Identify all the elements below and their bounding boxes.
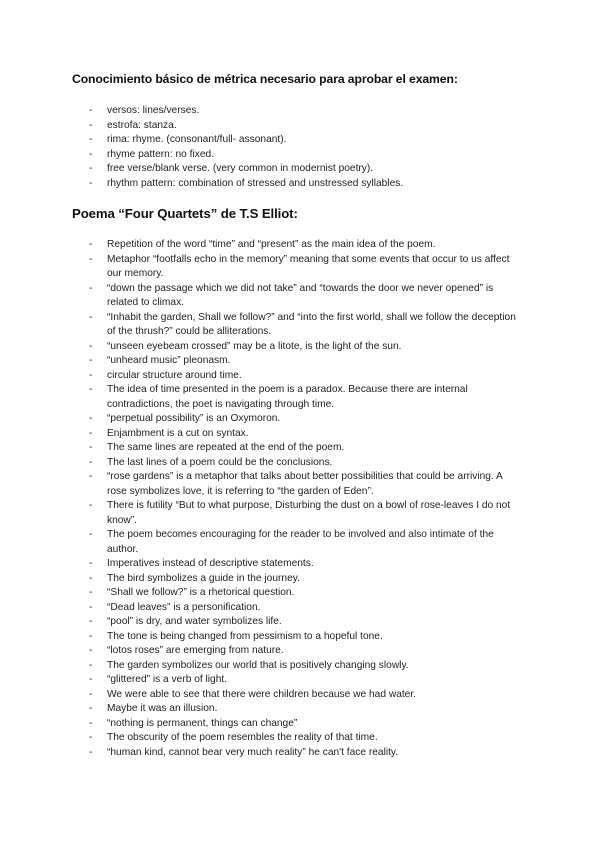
list-item: - rhyme pattern: no fixed. bbox=[0, 148, 600, 163]
list-item: - Enjambment is a cut on syntax. bbox=[0, 427, 600, 442]
list-item: - Maybe it was an illusion. bbox=[0, 702, 600, 717]
list-item: - “glittered” is a verb of light. bbox=[0, 673, 600, 688]
list-item: - “Inhabit the garden, Shall we follow?” and “into the first world, shall we follow the deception of the thrush?” could be alliterations. bbox=[0, 311, 600, 340]
list-item: - The obscurity of the poem resembles the reality of that time. bbox=[0, 731, 600, 746]
list-item: - “Shall we follow?” is a rhetorical question. bbox=[0, 586, 600, 601]
metrica-list bbox=[0, 104, 600, 191]
list-item: - Metaphor “footfalls echo in the memory” meaning that some events that occur to us affect our memory. bbox=[0, 253, 600, 282]
list-item: - circular structure around time. bbox=[0, 369, 600, 384]
list-item: - “down the passage which we did not take” and “towards the door we never opened” is related to climax. bbox=[0, 282, 600, 311]
list-item: - The idea of time presented in the poem is a paradox. Because there are internal contradictions, the poet is navigating through time. bbox=[0, 383, 600, 412]
list-item: - The last lines of a poem could be the conclusions. bbox=[0, 456, 600, 471]
list-item: - Repetition of the word “time” and “present” as the main idea of the poem. bbox=[0, 238, 600, 253]
list-item: - Imperatives instead of descriptive statements. bbox=[0, 557, 600, 572]
list-item: - There is futility “But to what purpose, Disturbing the dust on a bowl of rose-leaves I do not know”. bbox=[0, 499, 600, 528]
section-title-four-quartets: Poema “Four Quartets” de T.S Elliot: bbox=[72, 206, 298, 221]
list-item: - versos: lines/verses. bbox=[0, 104, 600, 119]
list-item: - “human kind, cannot bear very much reality” he can't face reality. bbox=[0, 746, 600, 761]
list-item: - estrofa: stanza. bbox=[0, 119, 600, 134]
list-item: - “lotos roses” are emerging from nature. bbox=[0, 644, 600, 659]
list-item: - The same lines are repeated at the end of the poem. bbox=[0, 441, 600, 456]
list-item: - “perpetual possibility” is an Oxymoron. bbox=[0, 412, 600, 427]
list-item: - rhythm pattern: combination of stressed and unstressed syllables. bbox=[0, 177, 600, 192]
list-item: - free verse/blank verse. (very common in modernist poetry). bbox=[0, 162, 600, 177]
section-title-metrica: Conocimiento básico de métrica necesario para aprobar el examen: bbox=[72, 72, 458, 86]
list-item: - The poem becomes encouraging for the reader to be involved and also intimate of the author. bbox=[0, 528, 600, 557]
list-item: - “unheard music” pleonasm. bbox=[0, 354, 600, 369]
list-item: - The garden symbolizes our world that is positively changing slowly. bbox=[0, 659, 600, 674]
list-item: - The tone is being changed from pessimism to a hopeful tone. bbox=[0, 630, 600, 645]
list-item: - “pool” is dry, and water symbolizes life. bbox=[0, 615, 600, 630]
four-quartets-list bbox=[0, 238, 600, 760]
list-item: - The bird symbolizes a guide in the journey. bbox=[0, 572, 600, 587]
list-item: - We were able to see that there were children because we had water. bbox=[0, 688, 600, 703]
list-item: - “nothing is permanent, things can change” bbox=[0, 717, 600, 732]
list-item: - “unseen eyebeam crossed” may be a litote, is the light of the sun. bbox=[0, 340, 600, 355]
list-item: - rima: rhyme. (consonant/full- assonant). bbox=[0, 133, 600, 148]
list-item: - “rose gardens” is a metaphor that talks about better possibilities that could be arriving. A rose symbolizes love, it is referring to “the garden of Eden”. bbox=[0, 470, 600, 499]
list-item: - “Dead leaves” is a personification. bbox=[0, 601, 600, 616]
